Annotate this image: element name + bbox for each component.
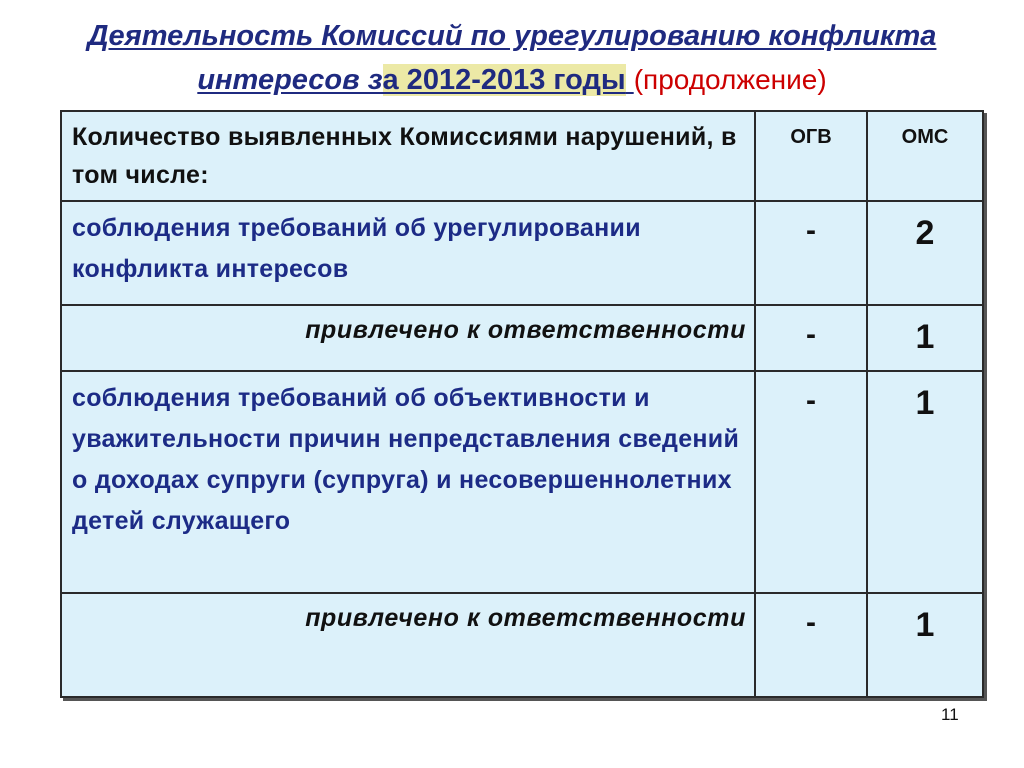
table-header-row [61,111,983,201]
row-oms-value: 1 [915,318,935,356]
row-oms-value: 1 [915,606,935,644]
title-line-2 [0,58,1024,102]
title-continuation: (продолжение) [633,64,827,95]
row-ogv-cell [755,201,867,305]
title-years: а 2012-2013 годы [382,64,626,96]
row-ogv-cell [755,305,867,371]
violations-table [60,110,984,698]
table-row [61,593,983,697]
table-row [61,201,983,305]
row-ogv-value: - [806,318,816,351]
row-oms-value: 2 [915,214,935,252]
row-oms-value: 1 [915,384,935,422]
row-oms-cell [867,201,983,305]
title-continuation-text: продолжение [643,64,818,95]
header-ogv: ОГВ [790,126,832,148]
row-ogv-value: - [806,606,816,639]
row-label: привлечено к ответственности [305,604,746,632]
row-ogv-value: - [806,384,816,417]
header-label-cell [61,111,755,201]
row-oms-cell [867,371,983,593]
row-label-cell [61,201,755,305]
title-line-1: Деятельность Комиссий по урегулированию конфликта [87,20,937,52]
header-oms: ОМС [901,126,949,148]
row-label-cell [61,371,755,593]
table-row [61,305,983,371]
header-oms-cell [867,111,983,201]
row-ogv-cell [755,593,867,697]
row-ogv-cell [755,371,867,593]
table-row [61,371,983,593]
row-oms-cell [867,593,983,697]
row-label: соблюдения требований об урегулировании конфликта интересов [72,214,641,283]
header-label: Количество выявленных Комиссиями нарушений, в том числе: [72,123,737,189]
row-label: соблюдения требований об объективности и уважительности причин непредставления сведений о доходах супруги (супруга) и несовершеннолетних детей служащего [72,384,740,535]
header-ogv-cell [755,111,867,201]
row-ogv-value: - [806,214,816,247]
row-label-cell [61,593,755,697]
row-label-cell [61,305,755,371]
slide-title [0,14,1024,102]
page-number: 11 [941,705,959,724]
row-label: привлечено к ответственности [305,316,746,344]
title-line-2-part-a: интересов з [197,64,383,96]
row-oms-cell [867,305,983,371]
